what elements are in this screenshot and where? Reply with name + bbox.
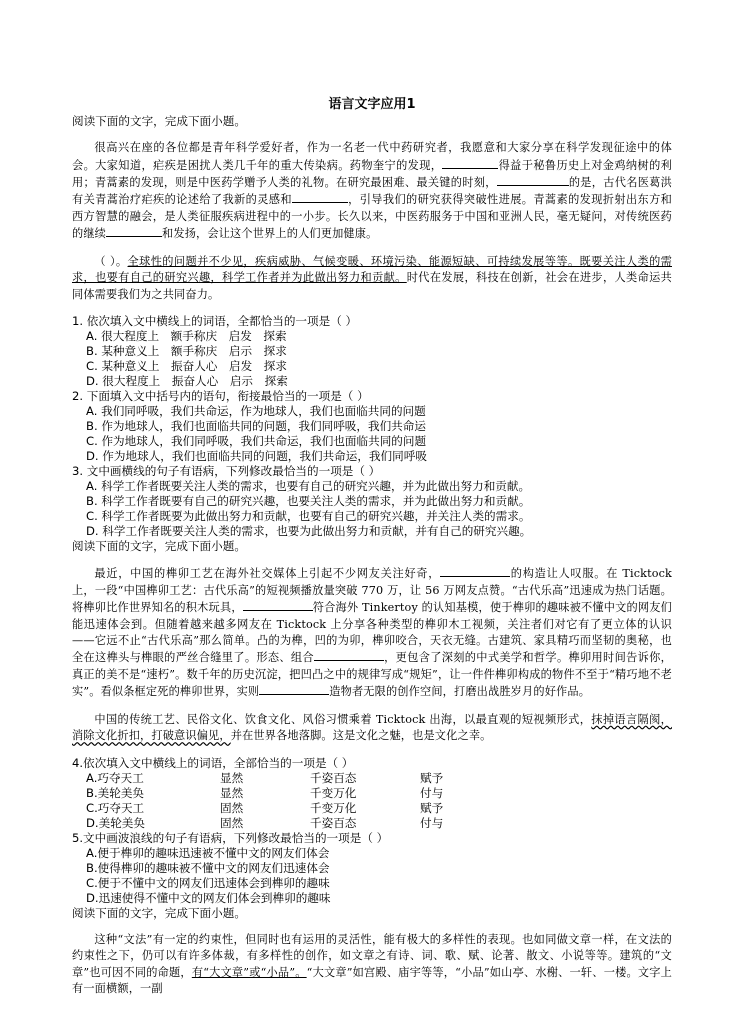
- question-1-option-d: D. 很大程度上 振奋人心 启示 探索: [86, 374, 288, 389]
- question-4-stem: 4.依次填入文中横线上的词语，全部恰当的一项是（ ）: [72, 755, 354, 770]
- blank-7: [314, 649, 384, 661]
- question-5-option-b: B.使得榫卯的趣味被不懂中文的网友们迅速体会: [86, 860, 330, 875]
- question-3-option-b: B. 科学工作者既要有自己的研究兴趣，也要关注人类的需求，并为此做出努力和贡献。: [86, 494, 531, 509]
- question-1-option-c: C. 某种意义上 振奋人心 启发 探求: [86, 359, 287, 374]
- question-2-option-c: C. 作为地球人，我们同呼吸，我们共命运，我们也面临共同的问题: [86, 434, 427, 449]
- question-2-option-d: D. 作为地球人，我们也面临共同的问题，我们共命运，我们同呼吸: [86, 449, 427, 464]
- question-5-option-c: C.便于不懂中文的网友们迅速体会到榫卯的趣味: [86, 875, 330, 890]
- question-4-option-a: A.巧夺天工 显然 千姿百态 赋予: [86, 770, 444, 785]
- section1-paragraph-2: （ ）。全球性的问题并不少见，疾病威胁、气候变暖、环境污染、能源短缺、可持续发展等等。既要关注人类的需求，也要有自己的研究兴趣，科学工作者并为此做出努力和贡献。时代在发展，科技在创新，社会在进步，人类命运共同体需要我们为之共同奋力。: [72, 254, 673, 301]
- blank-4: [106, 225, 162, 237]
- question-5-option-d: D.迅速使得不懂中文的网友们体会到榫卯的趣味: [86, 890, 331, 905]
- question-3-option-d: D. 科学工作者既要关注人类的需求，也要为此做出努力和贡献，并有自己的研究兴趣。: [86, 524, 532, 539]
- question-4-option-c: C.巧夺天工 固然 千变万化 赋予: [86, 800, 444, 815]
- question-1: [72, 314, 672, 389]
- question-5: [72, 831, 672, 906]
- question-2-stem: 2. 下面填入文中括号内的语句，衔接最恰当的一项是（ ）: [72, 389, 369, 404]
- question-5-stem: 5.文中画波浪线的句子有语病，下列修改最恰当的一项是（ ）: [72, 830, 389, 845]
- question-1-stem: 1. 依次填入文中横线上的词语，全都恰当的一项是（ ）: [72, 314, 358, 329]
- section2-paragraph-2: 中国的传统工艺、民俗文化、饮食文化、风俗习惯乘着 Ticktock 出海，以最直观的短视频形式，抹掉语言隔阂，消除文化折扣，打破意识偏见，并在世界各地落脚。这是文化之魅，也是文化之幸。: [72, 712, 672, 743]
- question-4-option-d: D.美轮美奂 固然 千姿百态 付与: [86, 815, 444, 830]
- question-1-option-b: B. 某种意义上 额手称庆 启示 探求: [86, 344, 287, 359]
- blank-8: [259, 683, 329, 695]
- page-title: 语言文字应用1: [328, 97, 416, 112]
- blank-5: [440, 565, 510, 577]
- section2-instruction: 阅读下面的文字，完成下面小题。: [72, 539, 246, 554]
- section3-instruction: 阅读下面的文字，完成下面小题。: [72, 905, 246, 920]
- question-3-stem: 3. 文中画横线的句子有语病，下列修改最恰当的一项是（ ）: [72, 464, 381, 479]
- question-5-option-a: A.便于榫卯的趣味迅速被不懂中文的网友们体会: [86, 845, 330, 860]
- question-2-option-a: A. 我们同呼吸，我们共命运，作为地球人，我们也面临共同的问题: [86, 404, 426, 419]
- underlined-phrase: 有“大文章”或“小品”。: [191, 965, 307, 979]
- question-4: [72, 756, 672, 831]
- blank-6: [243, 599, 313, 611]
- question-1-option-a: A. 很大程度上 额手称庆 启发 探索: [86, 329, 287, 344]
- question-3-option-c: C. 科学工作者既要为此做出努力和贡献，也要有自己的研究兴趣，并关注人类的需求。: [86, 509, 531, 524]
- question-2-option-b: B. 作为地球人，我们也面临共同的问题，我们同呼吸，我们共命运: [86, 419, 426, 434]
- underlined-sentence: 全球性的问题并不少见，疾病威胁、气候变暖、环境污染、能源短缺、可持续发展等等。既要关注人类的需求，也要有自己的研究兴趣，科学工作者并为此做出努力和贡献。: [72, 254, 672, 285]
- section3-paragraph-1: 这种“文法”有一定的约束性，但同时也有运用的灵活性，能有极大的多样性的表现。也如同做文章一样，在文法的约束性之下，仍可以有许多体裁，有多样性的创作，如文章之有诗、词、歌、赋、论著、散文、小说等等。建筑的“文章”也可因不同的命题，有“大文章”或“小品”。“大文章”如宫殿、庙宇等等，“小品”如山亭、水榭、一轩、一楼。文字上有一面横额，一副: [72, 933, 672, 996]
- wavy-underlined-sentence: 抹掉语言隔阂，消除文化折扣，打破意识偏见，: [72, 712, 672, 743]
- section1-instruction: 阅读下面的文字，完成下面小题。: [72, 114, 246, 128]
- question-3: [72, 464, 672, 539]
- blank-3: [292, 191, 348, 203]
- section2-paragraph-1: 最近，中国的榫卯工艺在海外社交媒体上引起不少网友关注好奇， 的构造让人叹服。在 Ticktock 上，一段“中国榫卯工艺：古代乐高”的短视频播放量突破 770 万，让 56 万网友点赞。“古代乐高”迅速成为热门话题。将榫卯比作世界知名的积木玩具， 符合海外 Tinkertoy 的认知基模，使于榫卯的趣味被不懂中文的网友们能迅速体会到。但随着越来越多网友在 Ticktock 上分享各种类型的榫卯木工视频，关注者们对它有了更立体的认识——它远不止“古代乐高”那么简单。凸的为榫，凹的为卯，榫卯咬合，天衣无缝。古建筑、家具精巧而坚韧的奥秘，也全在这榫头与榫眼的严丝合缝里了。形态、组合 ，更包含了深刻的中式美学和哲学。榫卯用时间告诉你，真正的美不是“速朽”。数千年的历史沉淀，把凹凸之中的规律写成“规矩”，让一件件榫卯构成的物件不至于“精巧地不老实”。看似条框定死的榫卯世界，实则 造物者无限的创作空间，打磨出战胜岁月的好作品。: [72, 567, 672, 699]
- blank-1: [442, 157, 498, 169]
- blank-2: [497, 174, 569, 186]
- document-page: [72, 96, 672, 1009]
- question-3-option-a: A. 科学工作者既要关注人类的需求，也要有自己的研究兴趣，并为此做出努力和贡献。: [86, 479, 531, 494]
- question-4-option-b: B.美轮美奂 显然 千变万化 付与: [86, 785, 444, 800]
- section1-paragraph-1: 很高兴在座的各位都是青年科学爱好者，作为一名老一代中药研究者，我愿意和大家分享在科学发现征途中的体会。大家知道，疟疾是困扰人类几千年的重大传染病。药物奎宁的发现， 得益于秘鲁历史上对金鸡纳树的利用；青蒿素的发现，则是中医药学赠予人类的礼物。在研究最困难、最关键的时刻， 的是，古代名医葛洪有关青蒿治疗疟疾的论述给了我新的灵感和 ，引导我们的研究获得突破性进展。青蒿素的发现折射出东方和西方智慧的融会，是人类征服疾病进程中的一小步。长久以来，中医药服务于中国和亚洲人民，毫无疑问，对传统医药的继续 和发扬，会让这个世界上的人们更加健康。: [72, 141, 673, 241]
- question-2: [72, 389, 672, 464]
